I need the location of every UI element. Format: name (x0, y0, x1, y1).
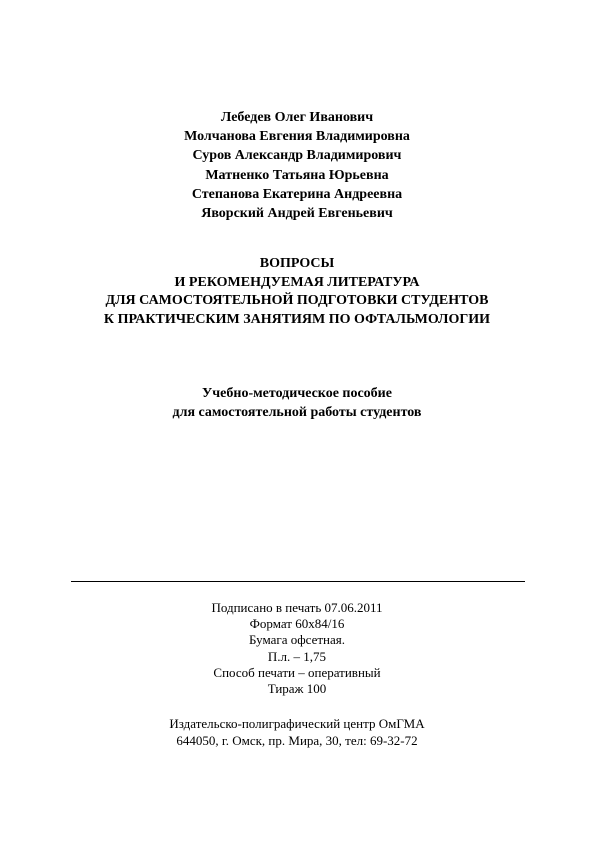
author-name: Молчанова Евгения Владимировна (184, 129, 410, 145)
document-subtitle (0, 385, 594, 422)
title-line: И РЕКОМЕНДУЕМАЯ ЛИТЕРАТУРА (174, 274, 420, 290)
imprint-signed: Подписано в печать 07.06.2011 (211, 600, 383, 615)
imprint-format: Формат 60х84/16 (249, 616, 345, 632)
imprint-circulation: Тираж 100 (267, 681, 327, 697)
subtitle-line: Учебно-методическое пособие (202, 386, 392, 401)
title-line: К ПРАКТИЧЕСКИМ ЗАНЯТИЯМ ПО ОФТАЛЬМОЛОГИИ (103, 311, 491, 327)
author-name: Лебедев Олег Иванович (220, 110, 374, 125)
author-name: Степанова Екатерина Андреевна (191, 186, 403, 202)
imprint-block (0, 600, 594, 697)
publisher-block (0, 716, 594, 749)
publisher-name: Издательско-полиграфический центр ОмГМА (169, 716, 425, 731)
publisher-address: 644050, г. Омск, пр. Мира, 30, тел: 69-32-72 (176, 732, 418, 748)
subtitle-line: для самостоятельной работы студентов (172, 404, 422, 420)
author-name: Яворский Андрей Евгеньевич (201, 206, 393, 222)
imprint-sheets: П.л. – 1,75 (267, 648, 327, 664)
document-title (0, 255, 594, 329)
title-line: ВОПРОСЫ (259, 256, 335, 271)
author-name: Матненко Татьяна Юрьевна (205, 167, 389, 183)
imprint-paper: Бумага офсетная. (249, 632, 345, 648)
author-name: Суров Александр Владимирович (192, 148, 402, 164)
horizontal-divider (71, 581, 525, 582)
title-line: ДЛЯ САМОСТОЯТЕЛЬНОЙ ПОДГОТОВКИ СТУДЕНТОВ (105, 293, 489, 308)
imprint-print-method: Способ печати – оперативный (213, 664, 381, 680)
author-list (0, 108, 594, 223)
